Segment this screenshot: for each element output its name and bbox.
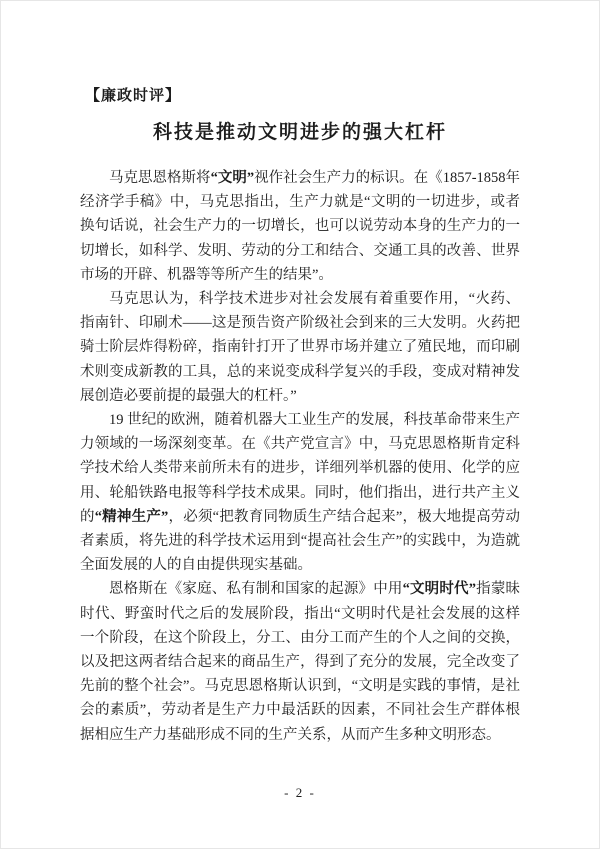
paragraph-text: 指蒙昧时代、野蛮时代之后的发展阶段，指出“文明时代是社会发展的这样一个阶段，在这个阶段上，分工、由分工而产生的个人之间的交换，以及把这两者结合起来的商品生产，得到了充分的发展，完全改变了先前的整个社会”。马克思恩格斯认识到，“文明是实践的事情，是社会的素质”，劳动者是生产力中最活跃的因素，不同社会生产群体根据相应生产力基础形成不同的生产关系，从而产生多种文明形态。 <box>80 581 521 743</box>
paragraph-text: 视作社会生产力的标识。在《1857-1858年经济学手稿》中，马克思指出，生产力就是“文明的一切进步，或者换句话说，社会生产力的一切增长，也可以说劳动本身的生产力的一切增长，如科学、发明、劳动的分工和结合、交通工具的改善、世界市场的开辟、机器等等所产生的结果”。 <box>80 170 521 283</box>
body-paragraph <box>80 287 520 408</box>
emphasized-text: “文明时代” <box>402 581 476 598</box>
paragraph-text: 马克思恩格斯将 <box>109 170 211 186</box>
page-number: - 2 - <box>284 785 316 800</box>
paragraph-text: 19 世纪的欧洲，随着机器大工业生产的发展，科技革命带来生产力领域的一场深刻变革。在《共产党宣言》中，马克思恩格斯肯定科学技术给人类带来前所未有的进步，详细列举机器的使用、化学的应用、轮船铁路电报等科学技术成果。同时，他们指出，进行共产主义的 <box>80 412 520 525</box>
section-tag: 【廉政时评】 <box>85 88 182 104</box>
document-body <box>80 166 520 747</box>
body-paragraph <box>80 577 520 746</box>
emphasized-text: “精神生产” <box>94 508 169 525</box>
paragraph-text: ，必须“把教育同物质生产结合起来”，极大地提高劳动者素质，将先进的科学技术运用到“提高社会生产”的实践中，为造就全面发展的人的自由提供现实基础。 <box>80 508 521 574</box>
page-title: 科技是推动文明进步的强大杠杆 <box>152 122 447 143</box>
body-paragraph <box>80 408 520 577</box>
emphasized-text: “文明” <box>210 170 255 186</box>
paragraph-text: 马克思认为，科学技术进步对社会发展有着重要作用，“火药、指南针、印刷术——这是预告资产阶级社会到来的三大发明。火药把骑士阶层炸得粉碎，指南针打开了世界市场并建立了殖民地，而印刷术则变成新教的工具，总的来说变成科学复兴的手段，变成对精神发展创造必要前提的最强大的杠杆。” <box>80 291 520 404</box>
body-paragraph <box>80 166 520 287</box>
paragraph-text: 恩格斯在《家庭、私有制和国家的起源》中用 <box>109 581 403 598</box>
